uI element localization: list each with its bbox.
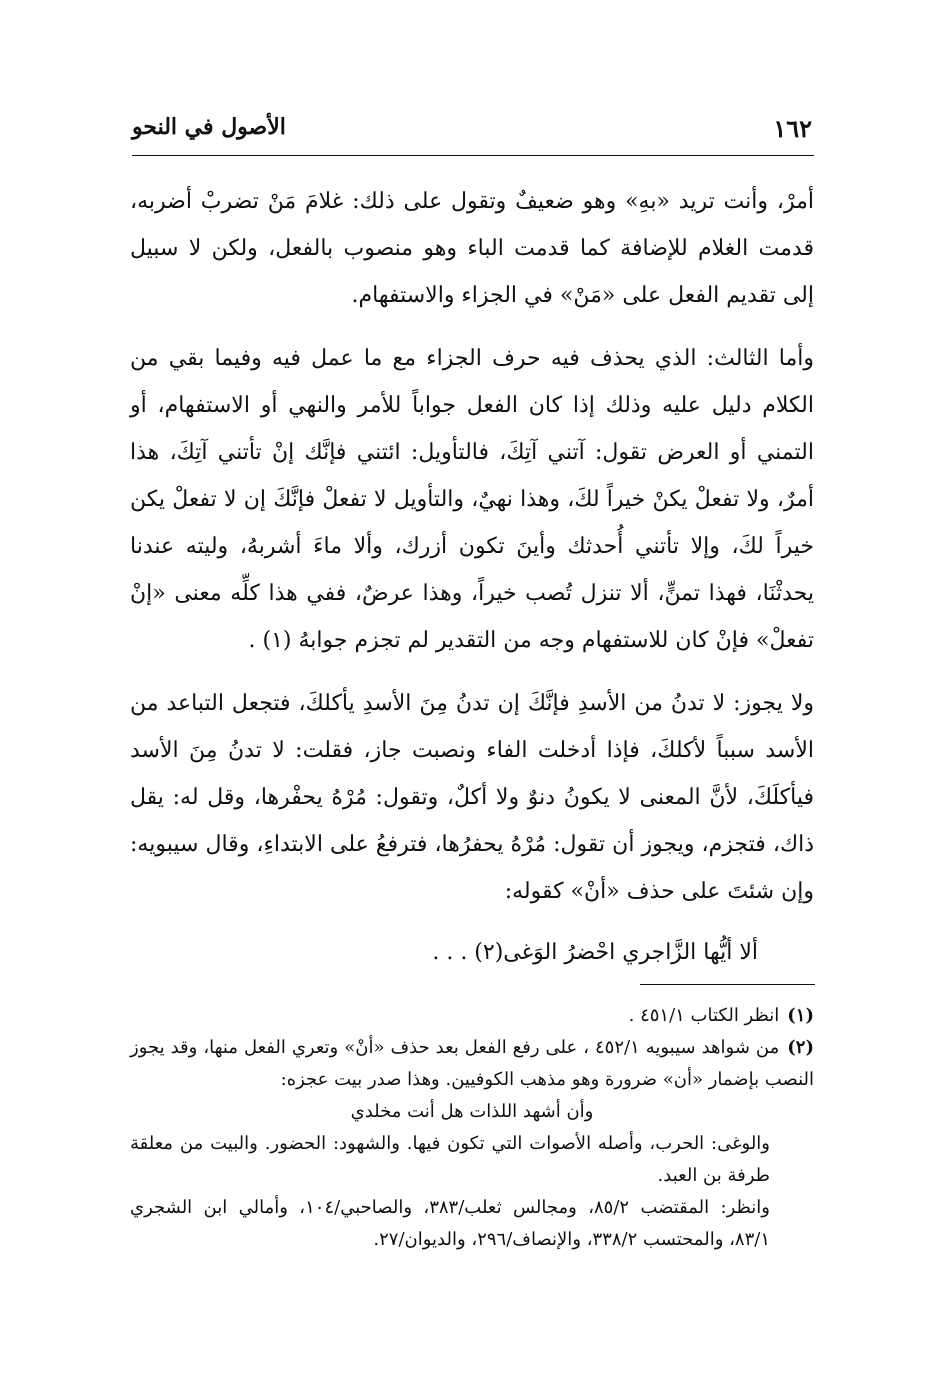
footnote-1 — [130, 1000, 814, 1032]
paragraph-1: أمرْ، وأنت تريد «بهِ» وهو ضعيفٌ وتقول على ذلك: غلامَ مَنْ تضربْ أضربه، قدمت الغلام للإضافة كما قدمت الباء وهو منصوب بالفعل، ولكن لا سبيل إلى تقديم الفعل على «مَنْ» في الجزاء والاستفهام. — [130, 189, 814, 308]
verse-line: ألا أيُّها الزَّاجري احْضرُ الوَغى(٢) . . . — [432, 940, 758, 965]
footnote-rule — [640, 984, 815, 985]
footnote-2 — [130, 1032, 814, 1096]
footnote-2-marker: (٢) — [787, 1037, 814, 1058]
page-number: ١٦٢ — [773, 114, 812, 143]
header-rule — [132, 155, 814, 156]
main-text — [130, 178, 814, 976]
paragraph-2: وأما الثالث: الذي يحذف فيه حرف الجزاء مع ما عمل فيه وفيما بقي من الكلام دليل عليه وذلك إذا كان الفعل جواباً للأمر والنهي أو الاستفهام، أو التمني أو العرض تقول: آتني آتِكَ، فالتأويل: ائتني فإنَّك إنْ تأتني آتِكَ، هذا أمرٌ، ولا تفعلْ يكنْ خيراً لكَ، وهذا نهيٌ، والتأويل لا تفعلْ فإنَّكَ إن لا تفعلْ يكن خيراً لكَ، وإلا تأتني أُحدثك وأينَ تكون أزرك، وألا ماءَ أشربهُ، وليته عندنا يحدثْنَا، فهذا تمنٍّ، ألا تنزل تُصب خيراً، وهذا عرضٌ، ففي هذا كلِّه معنى «إنْ تفعلْ» فإنْ كان للاستفهام وجه من التقدير لم تجزم جوابهُ (١) . — [130, 346, 814, 653]
footnote-2-text: من شواهد سيبويه ٤٥٢/١ ، على رفع الفعل بعد حذف «أنْ» وتعري الفعل منها، وقد يجوز النصب بإضمار «أن» ضرورة وهو مذهب الكوفيين. وهذا صدر بيت عجزه: — [130, 1037, 814, 1090]
page-header — [132, 108, 812, 148]
footnotes — [130, 1000, 814, 1256]
footnote-2-references: وانظر: المقتضب ٨٥/٢، ومجالس ثعلب/٣٨٣، والصاحبي/١٠٤، وأمالي ابن الشجري ٨٣/١، والمحتسب ٣٣٨/٢، والإنصاف/٢٩٦، والديوان/٢٧. — [130, 1197, 770, 1250]
paragraph-3: ولا يجوز: لا تدنُ من الأسدِ فإنَّكَ إن تدنُ مِنَ الأسدِ يأكلكَ، فتجعل التباعد من الأسد سبباً لأكلكَ، فإذا أدخلت الفاء ونصبت جاز، فقلت: لا تدنُ مِنَ الأسد فيأكلَكَ، لأنَّ المعنى لا يكونُ دنوٌ ولا أكلٌ، وتقول: مُرْهُ يحفْرها، وقل له: يقل ذاك، فتجزم، ويجوز أن تقول: مُرْهُ يحفرُها، فترفعُ على الابتداءِ، وقال سيبويه: وإن شئتَ على حذف «أنْ» كقوله: — [130, 691, 814, 904]
footnote-2-explanation: والوغى: الحرب، وأصله الأصوات التي تكون فيها. والشهود: الحضور. والبيت من معلقة طرفة بن العبد. — [130, 1133, 770, 1186]
running-title: الأصول في النحو — [132, 114, 286, 140]
footnote-2-verse: وأن أشهد اللذات هل أنت مخلدي — [350, 1101, 594, 1122]
footnote-1-text: انظر الكتاب ٤٥١/١ . — [628, 1005, 780, 1026]
footnote-1-marker: (١) — [787, 1005, 814, 1026]
